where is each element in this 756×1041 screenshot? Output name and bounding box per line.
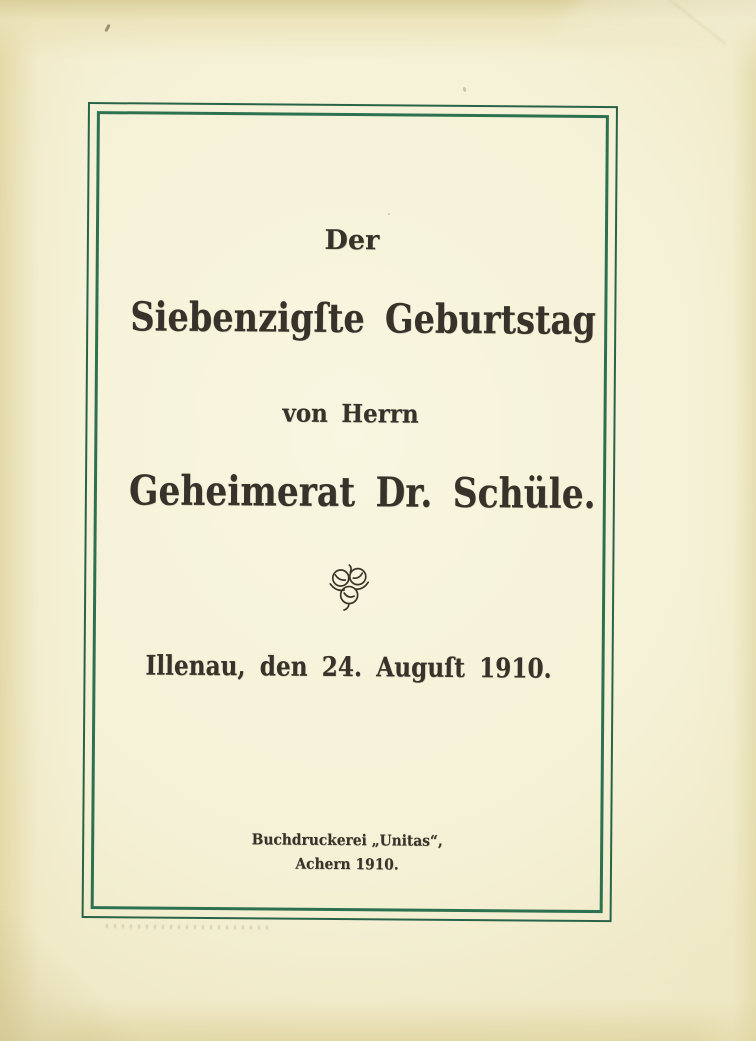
page-title: Siebenzigſte Geburtstag <box>130 293 596 344</box>
page-corner-shadow <box>0 911 140 1041</box>
decorative-frame <box>82 102 618 922</box>
paper-speck <box>104 24 110 32</box>
recipient-intro: von Herrn <box>282 398 419 429</box>
imprint-line-1: Buchdruckerei „Unitas“, <box>251 830 443 850</box>
dateline: Illenau, den 24. Auguſt 1910. <box>145 650 552 685</box>
floral-ornament-icon <box>86 562 612 619</box>
recipient-name: Geheimerat Dr. Schüle. <box>128 466 596 518</box>
imprint-line-2: Achern 1910. <box>295 854 399 874</box>
paper-speck <box>462 87 466 93</box>
title-page-content <box>84 104 616 920</box>
paper-speck <box>388 213 390 215</box>
kicker-text: Der <box>324 224 380 257</box>
